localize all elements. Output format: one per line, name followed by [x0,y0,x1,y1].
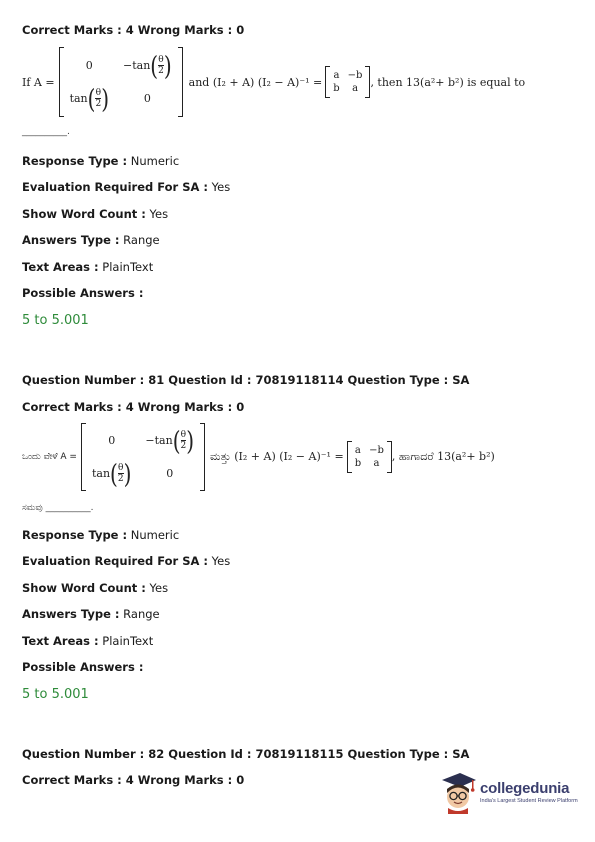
q80-matrix-a: 0 −tan ( $\frac{\theta}{2}$ ) tan ( $\frac{\theta}{2}$ ) 0 [59,47,183,117]
collegedunia-logo [438,770,578,814]
q80-show-word-count: Show Word Count : Yes [22,207,169,221]
q80-question-tail: , then 13(a²+ b²) is equal to [370,75,526,89]
q81-answer-value: 5 to 5.001 [22,687,89,702]
q82-marks-line: Correct Marks : 4 Wrong Marks : 0 [22,773,245,787]
q80-answer-blank: __________. [22,127,70,137]
q80-response-type: Response Type : Numeric [22,154,180,168]
q80-possible-answers-label: Possible Answers : [22,286,144,300]
q80-text-areas: Text Areas : PlainText [22,260,154,274]
graduate-mascot-icon [438,770,478,814]
q82-header: Question Number : 82 Question Id : 70819118115 Question Type : SA [22,747,470,761]
logo-tagline: India's Largest Student Review Platform [480,798,578,804]
q80-evaluation-required: Evaluation Required For SA : Yes [22,180,231,194]
logo-name: collegedunia [480,780,570,797]
q81-matrix-result: a −b b a [347,441,392,473]
q80-answer-value: 5 to 5.001 [22,313,89,328]
q81-answer-blank: ಸಮವು __________. [22,503,94,513]
q80-condition: and (I₂ + A) (I₂ − A)⁻¹ = [188,75,323,89]
q81-condition: ಮತ್ತು (I₂ + A) (I₂ − A)⁻¹ = [210,450,344,463]
q80-marks-line: Correct Marks : 4 Wrong Marks : 0 [22,23,245,37]
q80-matrix-result: a −b b a [325,66,370,98]
q80-question [22,46,525,118]
q81-matrix-a: 0 −tan ( $\frac{\theta}{2}$ ) tan ( $\frac{\theta}{2}$ ) 0 [81,423,205,491]
q81-evaluation-required: Evaluation Required For SA : Yes [22,554,231,568]
q81-question [22,422,495,492]
q80-answers-type: Answers Type : Range [22,233,160,247]
q80-if-a: If A = [22,75,55,89]
q81-if-a: ಒಂದು ವೇಳೆ A = [22,452,77,462]
q81-show-word-count: Show Word Count : Yes [22,581,169,595]
q81-question-tail: , ಹಾಗಾದರೆ 13(a²+ b²) [391,450,495,463]
q81-answers-type: Answers Type : Range [22,607,160,621]
q81-text-areas: Text Areas : PlainText [22,634,154,648]
q81-response-type: Response Type : Numeric [22,528,180,542]
q81-possible-answers-label: Possible Answers : [22,660,144,674]
q81-marks-line: Correct Marks : 4 Wrong Marks : 0 [22,400,245,414]
q81-header: Question Number : 81 Question Id : 70819118114 Question Type : SA [22,373,470,387]
